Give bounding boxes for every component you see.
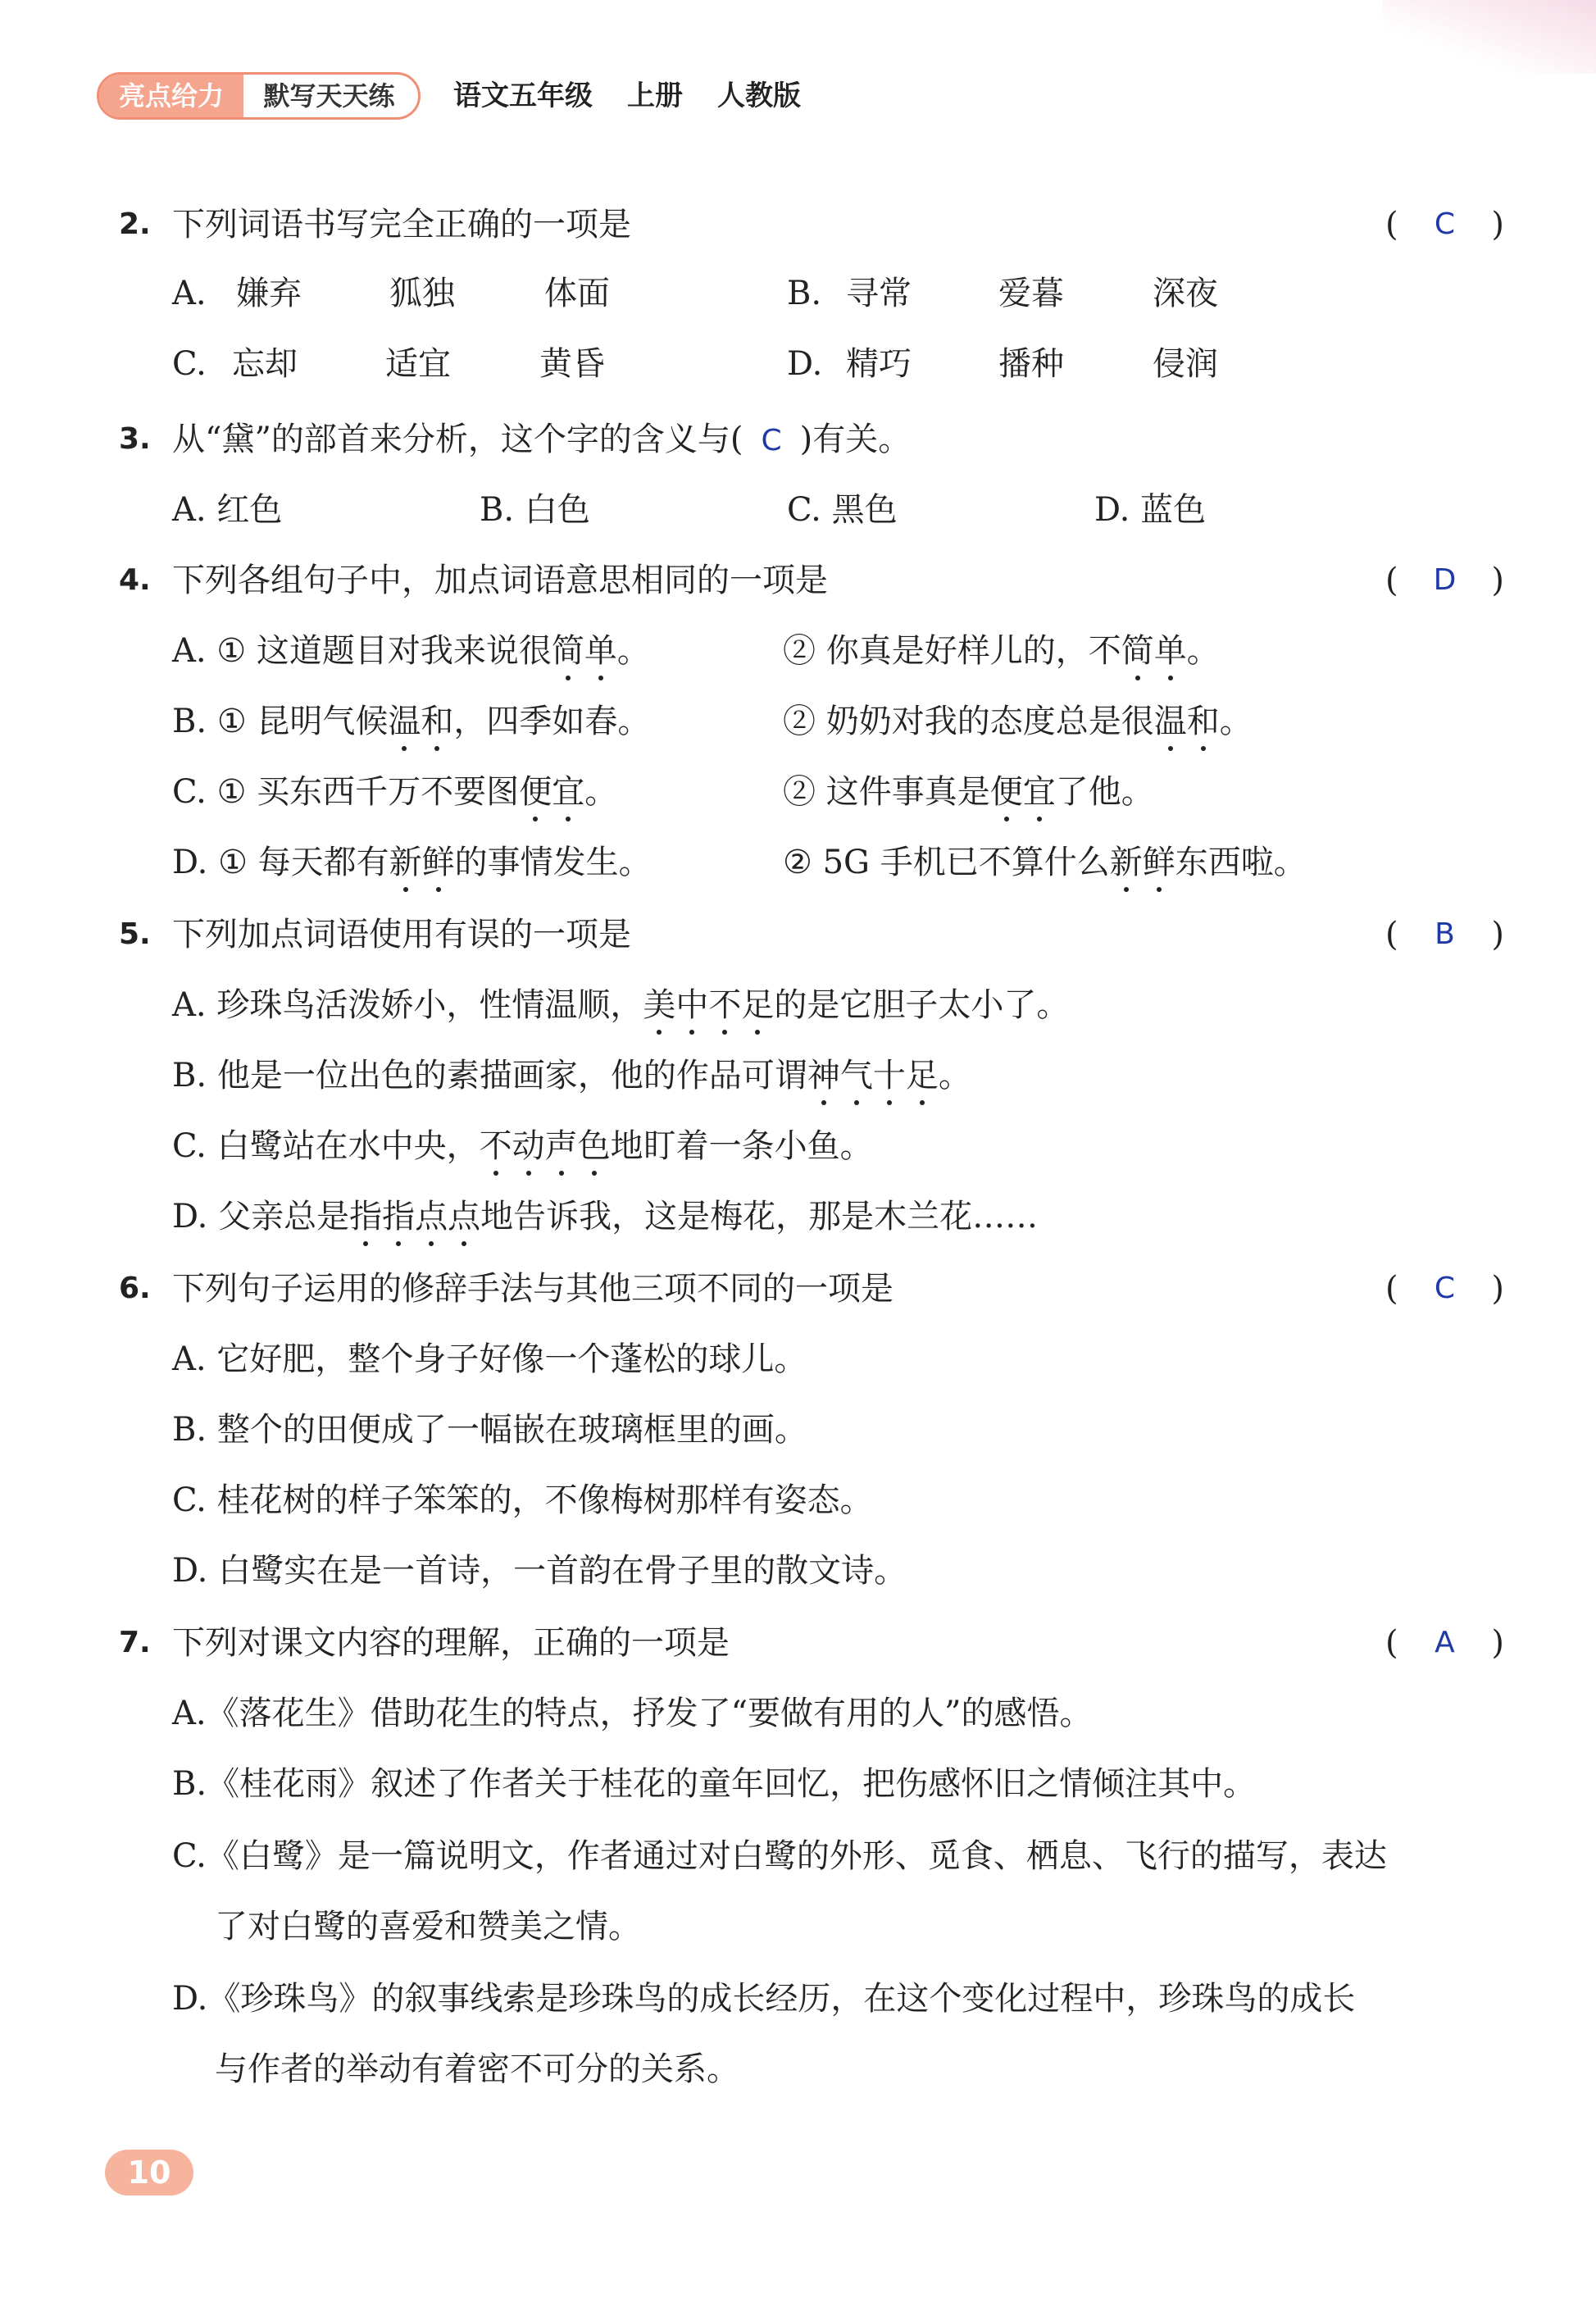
emphasis-char: 简 (1121, 632, 1154, 670)
dotted-word (1154, 703, 1220, 740)
dotted-word (552, 632, 617, 670)
badge-title: 默写天天练 (263, 80, 395, 111)
dotted-word (388, 703, 453, 740)
q7-option-a: A.《落花生》借助花生的特点，抒发了“要做有用的人”的感悟。 (172, 1695, 1093, 1732)
question-number: 4. (119, 563, 151, 597)
dotted-word (1121, 632, 1187, 670)
corner-decoration (1383, 0, 1596, 74)
emphasis-char: 鲜 (1142, 844, 1175, 881)
emphasis-char: 色 (577, 1127, 611, 1165)
question-number: 2. (119, 207, 151, 241)
emphasis-char: 温 (388, 703, 421, 740)
q6-option-c: C. 桂花树的样子笨笨的，不像梅树那样有姿态。 (172, 1481, 873, 1519)
emphasis-char: 足 (905, 1057, 939, 1094)
emphasis-char: 动 (512, 1127, 545, 1165)
volume-label: 上册 (627, 80, 683, 112)
emphasis-char: 气 (839, 1057, 873, 1094)
q6-option-d: D. 白鹭实在是一首诗，一首韵在骨子里的散文诗。 (172, 1552, 907, 1590)
emphasis-char: 便 (519, 773, 552, 811)
emphasis-char: 指 (349, 1198, 383, 1235)
emphasis-char: 声 (544, 1127, 578, 1165)
edition-label: 人教版 (717, 80, 801, 112)
question-number: 6. (119, 1272, 151, 1305)
question-stem: 下列各组句子中，加点词语意思相同的一项是 (172, 562, 828, 599)
emphasis-char: 单 (584, 632, 617, 670)
dotted-word (643, 986, 774, 1024)
answer-mark: C (1434, 1272, 1456, 1305)
question-stem: 下列词语书写完全正确的一项是 (172, 206, 631, 243)
emphasis-char: 指 (382, 1198, 416, 1235)
answer-mark: D (1433, 563, 1457, 597)
emphasis-char: 新 (1109, 844, 1143, 881)
emphasis-char: 点 (448, 1198, 481, 1235)
question-number: 5. (119, 917, 151, 951)
dotted-word (807, 1057, 939, 1094)
q7-option-c-continued: 了对白鹭的喜爱和赞美之情。 (215, 1908, 641, 1945)
emphasis-char: 便 (989, 773, 1023, 811)
emphasis-char: 温 (1153, 703, 1187, 740)
q7-option-d: D.《珍珠鸟》的叙事线索是珍珠鸟的成长经历，在这个变化过程中，珍珠鸟的成长 (172, 1980, 1356, 2018)
answer-mark: C (761, 424, 782, 457)
series-badge (97, 72, 421, 120)
question-stem: 下列加点词语使用有误的一项是 (172, 916, 631, 953)
emphasis-char: 宜 (1022, 773, 1056, 811)
emphasis-char: 十 (872, 1057, 906, 1094)
subject-label: 语文五年级 (453, 80, 593, 112)
emphasis-char: 足 (741, 986, 775, 1024)
emphasis-char: 宜 (552, 773, 585, 811)
emphasis-char: 和 (421, 703, 454, 740)
q7-option-d-continued: 与作者的举动有着密不可分的关系。 (215, 2050, 739, 2088)
question-number: 3. (119, 422, 151, 456)
page-number: 10 (105, 2150, 193, 2196)
dotted-word (389, 844, 455, 881)
badge-brand: 亮点给力 (99, 75, 243, 117)
answer-mark: B (1435, 917, 1455, 951)
dotted-word (480, 1127, 611, 1165)
dotted-word (990, 773, 1056, 811)
dotted-word (1110, 844, 1175, 881)
dotted-word (349, 1198, 480, 1235)
emphasis-char: 点 (415, 1198, 448, 1235)
question-stem: 下列对课文内容的理解，正确的一项是 (172, 1624, 730, 1662)
emphasis-char: 不 (479, 1127, 512, 1165)
answer-mark: A (1435, 1626, 1455, 1659)
q7-option-b: B.《桂花雨》叙述了作者关于桂花的童年回忆，把伤感怀旧之情倾注其中。 (172, 1765, 1257, 1803)
emphasis-char: 新 (389, 844, 422, 881)
dotted-word (519, 773, 584, 811)
question-stem: 从“黛”的部首来分析，这个字的含义与( C )有关。 (172, 421, 912, 458)
emphasis-char: 中 (675, 986, 709, 1024)
q6-option-a: A. 它好肥，整个身子好像一个蓬松的球儿。 (172, 1340, 807, 1378)
q6-option-b: B. 整个的田便成了一幅嵌在玻璃框里的画。 (172, 1411, 807, 1449)
question-number: 7. (119, 1626, 151, 1659)
answer-mark: C (1434, 207, 1456, 241)
emphasis-char: 神 (807, 1057, 840, 1094)
emphasis-char: 简 (551, 632, 584, 670)
book-info (453, 72, 835, 120)
emphasis-char: 鲜 (421, 844, 455, 881)
emphasis-char: 美 (643, 986, 676, 1024)
emphasis-char: 不 (708, 986, 742, 1024)
emphasis-char: 单 (1153, 632, 1187, 670)
question-stem: 下列句子运用的修辞手法与其他三项不同的一项是 (172, 1270, 893, 1308)
q7-option-c: C.《白鹭》是一篇说明文，作者通过对白鹭的外形、觅食、栖息、飞行的描写，表达 (172, 1837, 1387, 1875)
emphasis-char: 和 (1186, 703, 1220, 740)
